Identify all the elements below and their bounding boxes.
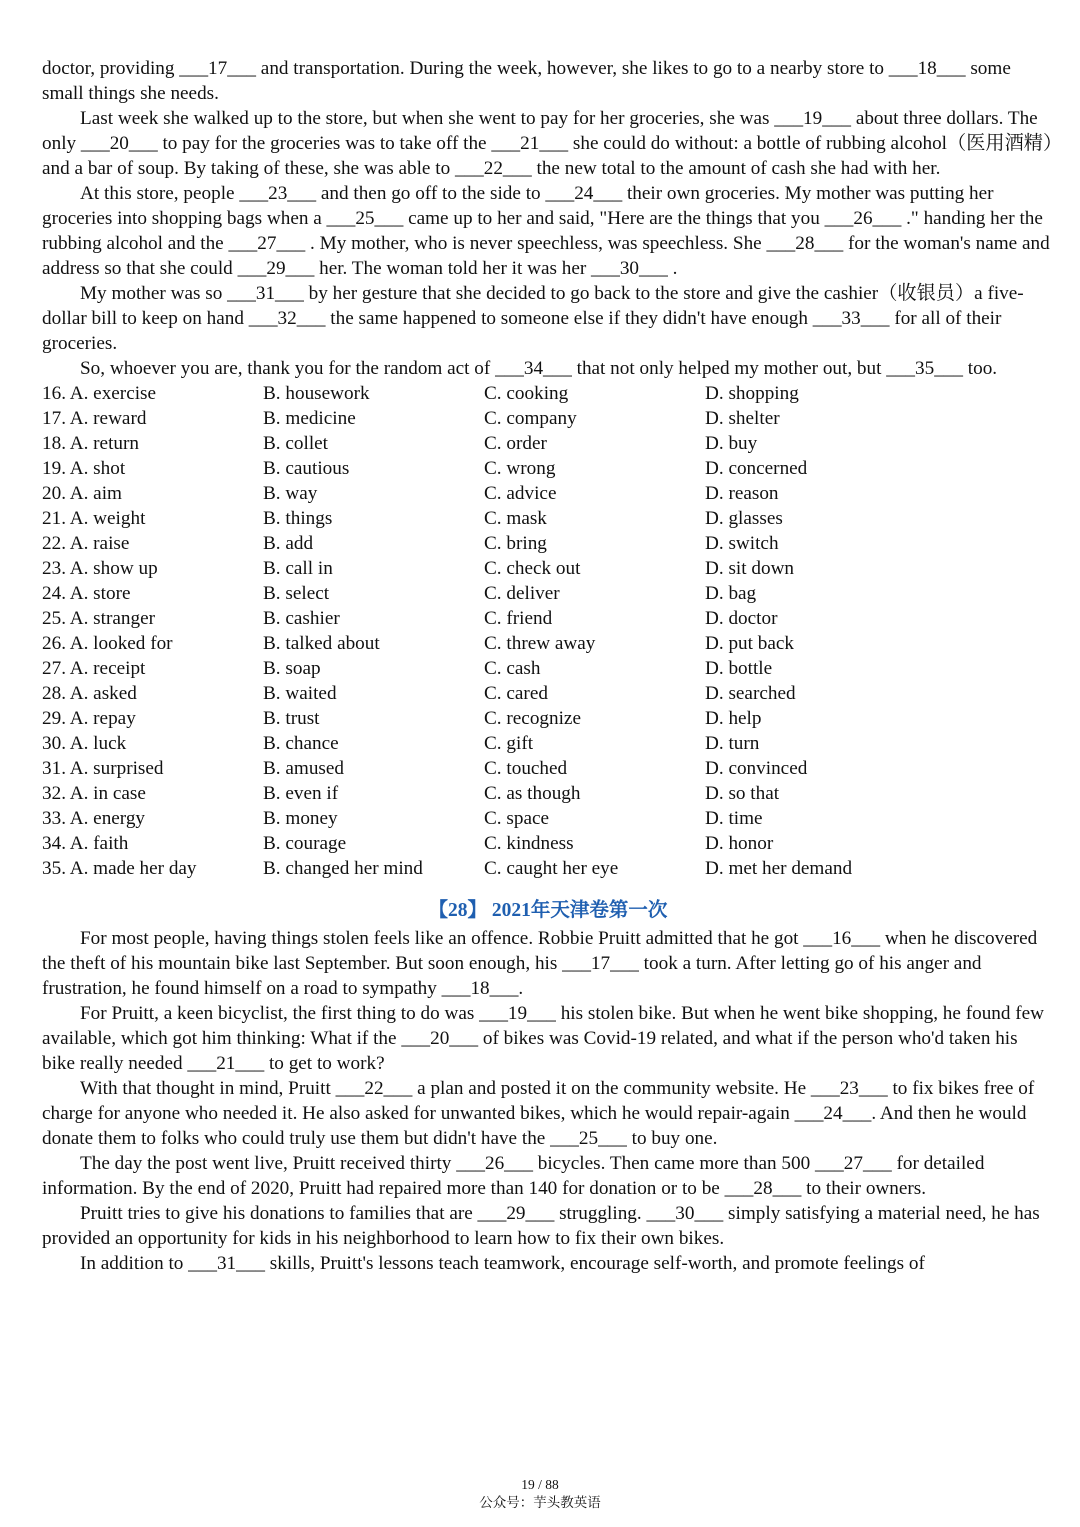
option-a: 32. A. in case xyxy=(42,783,146,804)
option-row xyxy=(42,681,1054,706)
option-d: D. reason xyxy=(705,483,779,504)
option-c: C. check out xyxy=(484,558,581,579)
option-b: B. collet xyxy=(263,433,329,454)
option-a: 28. A. asked xyxy=(42,683,137,704)
option-b: B. even if xyxy=(263,783,339,804)
option-d: D. buy xyxy=(705,433,758,454)
option-row xyxy=(42,481,1054,506)
option-d: D. turn xyxy=(705,733,760,754)
option-c: C. kindness xyxy=(484,833,574,854)
option-a: 22. A. raise xyxy=(42,533,130,554)
option-d: D. glasses xyxy=(705,508,783,529)
option-a: 26. A. looked for xyxy=(42,633,173,654)
option-a: 20. A. aim xyxy=(42,483,122,504)
option-c: C. as though xyxy=(484,783,581,804)
footer-account: 公众号：芋头教英语 xyxy=(479,1495,601,1510)
option-c: C. deliver xyxy=(484,583,560,604)
option-c: C. threw away xyxy=(484,633,596,654)
option-b: B. talked about xyxy=(263,633,380,654)
passage2-paragraph: For Pruitt, a keen bicyclist, the first thing to do was ___19___ his stolen bike. But when he went bike shopping, he found few available, which got him thinking: What if the ___20___ of bikes was Covid-19 related, and what if the person who'd taken his bike really needed ___21___ to get to work? xyxy=(42,1003,1045,1074)
option-row xyxy=(42,706,1054,731)
option-a: 18. A. return xyxy=(42,433,139,454)
document-page xyxy=(42,56,1054,1276)
option-a: 34. A. faith xyxy=(42,833,129,854)
option-row xyxy=(42,806,1054,831)
option-row xyxy=(42,556,1054,581)
page-number: 19 / 88 xyxy=(521,1477,559,1492)
passage1-paragraph: Last week she walked up to the store, but when she went to pay for her groceries, she was ___19___ about three dollars. The only ___20___ to pay for the groceries was to take off the ___21___ she could do without: a bottle of rubbing alcohol（医用酒精）and a bar of soup. By taking of these, she was able to ___22___ the new total to the amount of cash she had with her. xyxy=(42,108,1053,179)
option-d: D. convinced xyxy=(705,758,808,779)
option-b: B. waited xyxy=(263,683,337,704)
option-row xyxy=(42,856,1054,881)
option-d: D. put back xyxy=(705,633,794,654)
option-b: B. way xyxy=(263,483,318,504)
option-row xyxy=(42,581,1054,606)
option-b: B. chance xyxy=(263,733,339,754)
option-a: 33. A. energy xyxy=(42,808,146,829)
option-c: C. touched xyxy=(484,758,568,779)
option-b: B. soap xyxy=(263,658,321,679)
passage2-paragraph: With that thought in mind, Pruitt ___22___ a plan and posted it on the community website. He ___23___ to fix bikes free of charge for anyone who needed it. He also asked for unwanted bikes, which he would repair-again ___24___. And then he would donate them to folks who could truly use them but didn't have the ___25___ to buy one. xyxy=(42,1078,1035,1149)
option-c: C. recognize xyxy=(484,708,581,729)
option-row xyxy=(42,756,1054,781)
option-b: B. things xyxy=(263,508,333,529)
option-b: B. amused xyxy=(263,758,345,779)
option-c: C. bring xyxy=(484,533,547,554)
option-b: B. changed her mind xyxy=(263,858,423,879)
option-d: D. shelter xyxy=(705,408,780,429)
passage1-paragraph: My mother was so ___31___ by her gesture that she decided to go back to the store and give the cashier（收银员）a five-dollar bill to keep on hand ___32___ the same happened to someone else if they didn't have enough ___33___ for all of their groceries. xyxy=(42,283,1024,354)
option-d: D. help xyxy=(705,708,762,729)
option-row xyxy=(42,656,1054,681)
passage1-paragraph: So, whoever you are, thank you for the random act of ___34___ that not only helped my mother out, but ___35___ too. xyxy=(80,358,998,379)
option-b: B. select xyxy=(263,583,330,604)
option-c: C. company xyxy=(484,408,577,429)
option-b: B. add xyxy=(263,533,314,554)
option-b: B. call in xyxy=(263,558,333,579)
passage-1 xyxy=(42,56,1054,381)
option-a: 25. A. stranger xyxy=(42,608,155,629)
option-a: 35. A. made her day xyxy=(42,858,197,879)
option-row xyxy=(42,456,1054,481)
option-a: 31. A. surprised xyxy=(42,758,164,779)
option-row xyxy=(42,506,1054,531)
option-b: B. money xyxy=(263,808,338,829)
option-row xyxy=(42,406,1054,431)
option-d: D. bag xyxy=(705,583,757,604)
option-c: C. caught her eye xyxy=(484,858,619,879)
option-c: C. advice xyxy=(484,483,557,504)
option-row xyxy=(42,531,1054,556)
option-row xyxy=(42,381,1054,406)
option-c: C. friend xyxy=(484,608,553,629)
option-a: 30. A. luck xyxy=(42,733,127,754)
passage2-paragraph: Pruitt tries to give his donations to families that are ___29___ struggling. ___30___ simply satisfying a material need, he has provided an opportunity for kids in his neighborhood to learn how to fix their own bikes. xyxy=(42,1203,1040,1249)
option-row xyxy=(42,781,1054,806)
passage1-paragraph: doctor, providing ___17___ and transportation. During the week, however, she likes to go to a nearby store to ___18___ some small things she needs. xyxy=(42,58,1011,104)
option-a: 19. A. shot xyxy=(42,458,126,479)
option-row xyxy=(42,606,1054,631)
option-d: D. sit down xyxy=(705,558,795,579)
option-d: D. bottle xyxy=(705,658,773,679)
passage-2 xyxy=(42,926,1054,1276)
option-a: 16. A. exercise xyxy=(42,383,157,404)
option-c: C. cash xyxy=(484,658,541,679)
option-a: 17. A. reward xyxy=(42,408,147,429)
section-heading: 【28】 2021年天津卷第一次 xyxy=(428,900,668,921)
option-d: D. honor xyxy=(705,833,774,854)
option-c: C. cooking xyxy=(484,383,569,404)
option-a: 23. A. show up xyxy=(42,558,158,579)
option-d: D. met her demand xyxy=(705,858,853,879)
option-b: B. courage xyxy=(263,833,347,854)
option-b: B. trust xyxy=(263,708,320,729)
option-d: D. concerned xyxy=(705,458,808,479)
option-row xyxy=(42,631,1054,656)
option-d: D. switch xyxy=(705,533,779,554)
option-d: D. doctor xyxy=(705,608,778,629)
option-b: B. housework xyxy=(263,383,370,404)
option-a: 24. A. store xyxy=(42,583,131,604)
option-row xyxy=(42,731,1054,756)
option-c: C. space xyxy=(484,808,550,829)
option-a: 21. A. weight xyxy=(42,508,146,529)
option-d: D. so that xyxy=(705,783,780,804)
passage1-paragraph: At this store, people ___23___ and then go off to the side to ___24___ their own groceries. My mother was putting her groceries into shopping bags when a ___25___ came up to her and said, "Here are the things that you ___26___ ." handing her the rubbing alcohol and the ___27___ . My mother, who is never speechless, was speechless. She ___28___ for the woman's name and address so that she could ___29___ her. The woman told her it was her ___30___ . xyxy=(42,183,1050,279)
option-c: C. gift xyxy=(484,733,534,754)
answer-options-table xyxy=(42,381,1054,881)
passage2-paragraph: In addition to ___31___ skills, Pruitt's lessons teach teamwork, encourage self-worth, and promote feelings of xyxy=(80,1253,925,1274)
option-a: 29. A. repay xyxy=(42,708,136,729)
option-b: B. cautious xyxy=(263,458,350,479)
option-row xyxy=(42,431,1054,456)
passage2-paragraph: The day the post went live, Pruitt received thirty ___26___ bicycles. Then came more than 500 ___27___ for detailed information. By the end of 2020, Pruitt had repaired more than 140 for donation or to be ___28___ to their owners. xyxy=(42,1153,985,1199)
option-b: B. cashier xyxy=(263,608,340,629)
option-c: C. wrong xyxy=(484,458,556,479)
option-b: B. medicine xyxy=(263,408,356,429)
passage2-paragraph: For most people, having things stolen feels like an offence. Robbie Pruitt admitted that he got ___16___ when he discovered the theft of his mountain bike last September. But soon enough, his ___17___ took a turn. After letting go of his anger and frustration, he found himself on a road to sympathy ___18___. xyxy=(42,928,1038,999)
option-d: D. shopping xyxy=(705,383,799,404)
option-c: C. cared xyxy=(484,683,548,704)
option-c: C. mask xyxy=(484,508,547,529)
option-d: D. time xyxy=(705,808,763,829)
option-d: D. searched xyxy=(705,683,796,704)
option-row xyxy=(42,831,1054,856)
option-c: C. order xyxy=(484,433,547,454)
option-a: 27. A. receipt xyxy=(42,658,146,679)
